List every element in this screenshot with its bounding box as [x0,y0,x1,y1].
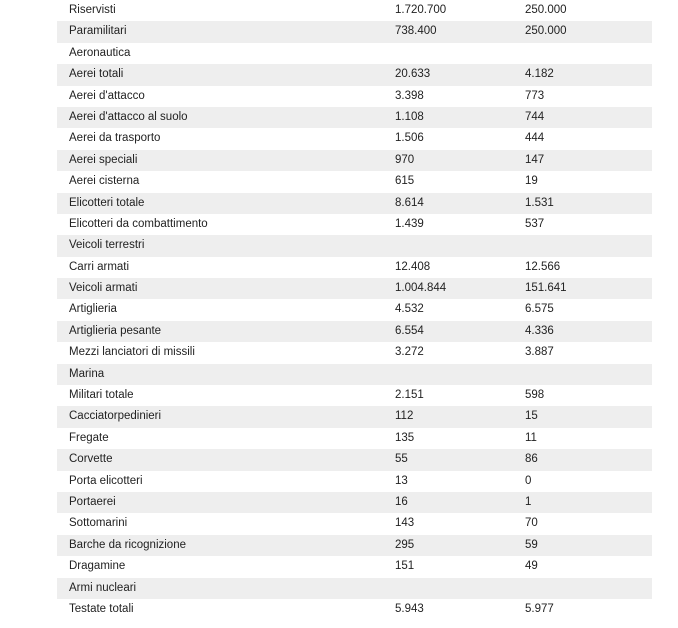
row-label: Paramilitari [69,25,127,38]
row-label: Elicotteri totale [69,196,145,209]
table-row [57,86,652,107]
row-value-col2: 744 [525,110,545,123]
row-value-col1: 13 [395,474,408,487]
row-value-col2: 537 [525,217,545,230]
row-value-col2: 1 [525,495,532,508]
row-label: Barche da ricognizione [69,538,186,551]
row-value-col2: 15 [525,410,538,423]
table-row [57,43,652,64]
row-label: Riservisti [69,4,116,16]
row-value-col1: 1.506 [395,132,424,145]
row-label: Fregate [69,431,109,444]
row-value-col1: 112 [395,410,414,423]
table-row [57,257,652,278]
row-label: Portaerei [69,495,116,508]
row-value-col1: 1.108 [395,110,424,123]
table-row [57,150,652,171]
row-value-col2: 5.977 [525,602,554,615]
row-value-col2: 49 [525,560,538,573]
row-value-col2: 773 [525,89,545,102]
table-row [57,171,652,192]
row-value-col2: 12.566 [525,260,561,273]
row-value-col1: 4.532 [395,303,424,316]
row-value-col1: 3.272 [395,346,424,359]
table-row [57,599,652,620]
row-value-col1: 12.408 [395,260,431,273]
row-value-col2: 250.000 [525,4,567,16]
table-row [57,513,652,534]
table-row [57,449,652,470]
row-label: Sottomarini [69,517,128,530]
table-row [57,535,652,556]
row-label: Porta elicotteri [69,474,143,487]
row-value-col1: 8.614 [395,196,424,209]
table-row [57,578,652,599]
row-value-col2: 4.182 [525,68,554,81]
row-value-col2: 59 [525,538,538,551]
row-value-col1: 5.943 [395,602,424,615]
row-value-col1: 295 [395,538,415,551]
row-label: Artiglieria pesante [69,324,162,337]
row-label: Dragamine [69,560,126,573]
row-value-col2: 151.641 [525,282,567,295]
row-label: Aerei cisterna [69,175,140,188]
row-label: Corvette [69,453,113,466]
table-row [57,471,652,492]
row-value-col1: 20.633 [395,68,431,81]
row-value-col2: 6.575 [525,303,554,316]
table-row [57,428,652,449]
table-row [57,64,652,85]
table-row [57,278,652,299]
row-value-col1: 6.554 [395,324,424,337]
row-value-col1: 970 [395,153,415,166]
row-value-col1: 615 [395,175,415,188]
row-value-col2: 11 [525,431,537,444]
table-row [57,364,652,385]
row-value-col1: 1.720.700 [395,4,447,16]
row-value-col2: 86 [525,453,538,466]
row-value-col1: 2.151 [395,389,424,402]
table-row [57,214,652,235]
row-label: Aerei da trasporto [69,132,161,145]
row-label: Carri armati [69,260,130,273]
row-value-col1: 3.398 [395,89,424,102]
row-value-col1: 55 [395,453,408,466]
table-row [57,21,652,42]
row-label: Elicotteri da combattimento [69,217,208,230]
row-value-col1: 16 [395,495,408,508]
table-row [57,406,652,427]
row-value-col2: 598 [525,389,545,402]
table-row [57,235,652,256]
row-value-col2: 147 [525,153,545,166]
row-label: Aerei speciali [69,153,138,166]
row-label: Artiglieria [69,303,117,316]
row-value-col1: 1.004.844 [395,282,447,295]
table-row [57,556,652,577]
table-row [57,0,652,21]
row-value-col1: 1.439 [395,217,424,230]
table-row [57,299,652,320]
table-row [57,385,652,406]
row-value-col2: 3.887 [525,346,554,359]
row-label: Militari totale [69,389,134,402]
row-value-col1: 151 [395,560,415,573]
row-label: Cacciatorpedinieri [69,410,162,423]
table-row [57,107,652,128]
row-label: Veicoli terrestri [69,239,145,252]
row-label: Aeronautica [69,46,131,59]
table-row [57,492,652,513]
table-row [57,128,652,149]
row-value-col2: 19 [525,175,538,188]
row-value-col1: 143 [395,517,415,530]
row-label: Aerei d'attacco al suolo [69,110,188,123]
row-label: Marina [69,367,105,380]
row-value-col2: 70 [525,517,538,530]
row-value-col2: 250.000 [525,25,567,38]
row-label: Testate totali [69,602,134,615]
comparison-table [57,0,652,620]
row-value-col2: 0 [525,474,532,487]
table-row [57,342,652,363]
row-value-col2: 444 [525,132,545,145]
row-label: Aerei totali [69,68,124,81]
row-value-col1: 738.400 [395,25,437,38]
row-label: Aerei d'attacco [69,89,145,102]
row-value-col1: 135 [395,431,415,444]
table-row [57,193,652,214]
row-label: Mezzi lanciatori di missili [69,346,195,359]
row-value-col2: 1.531 [525,196,554,209]
table-row [57,321,652,342]
row-label: Veicoli armati [69,282,138,295]
row-label: Armi nucleari [69,581,137,594]
row-value-col2: 4.336 [525,324,554,337]
